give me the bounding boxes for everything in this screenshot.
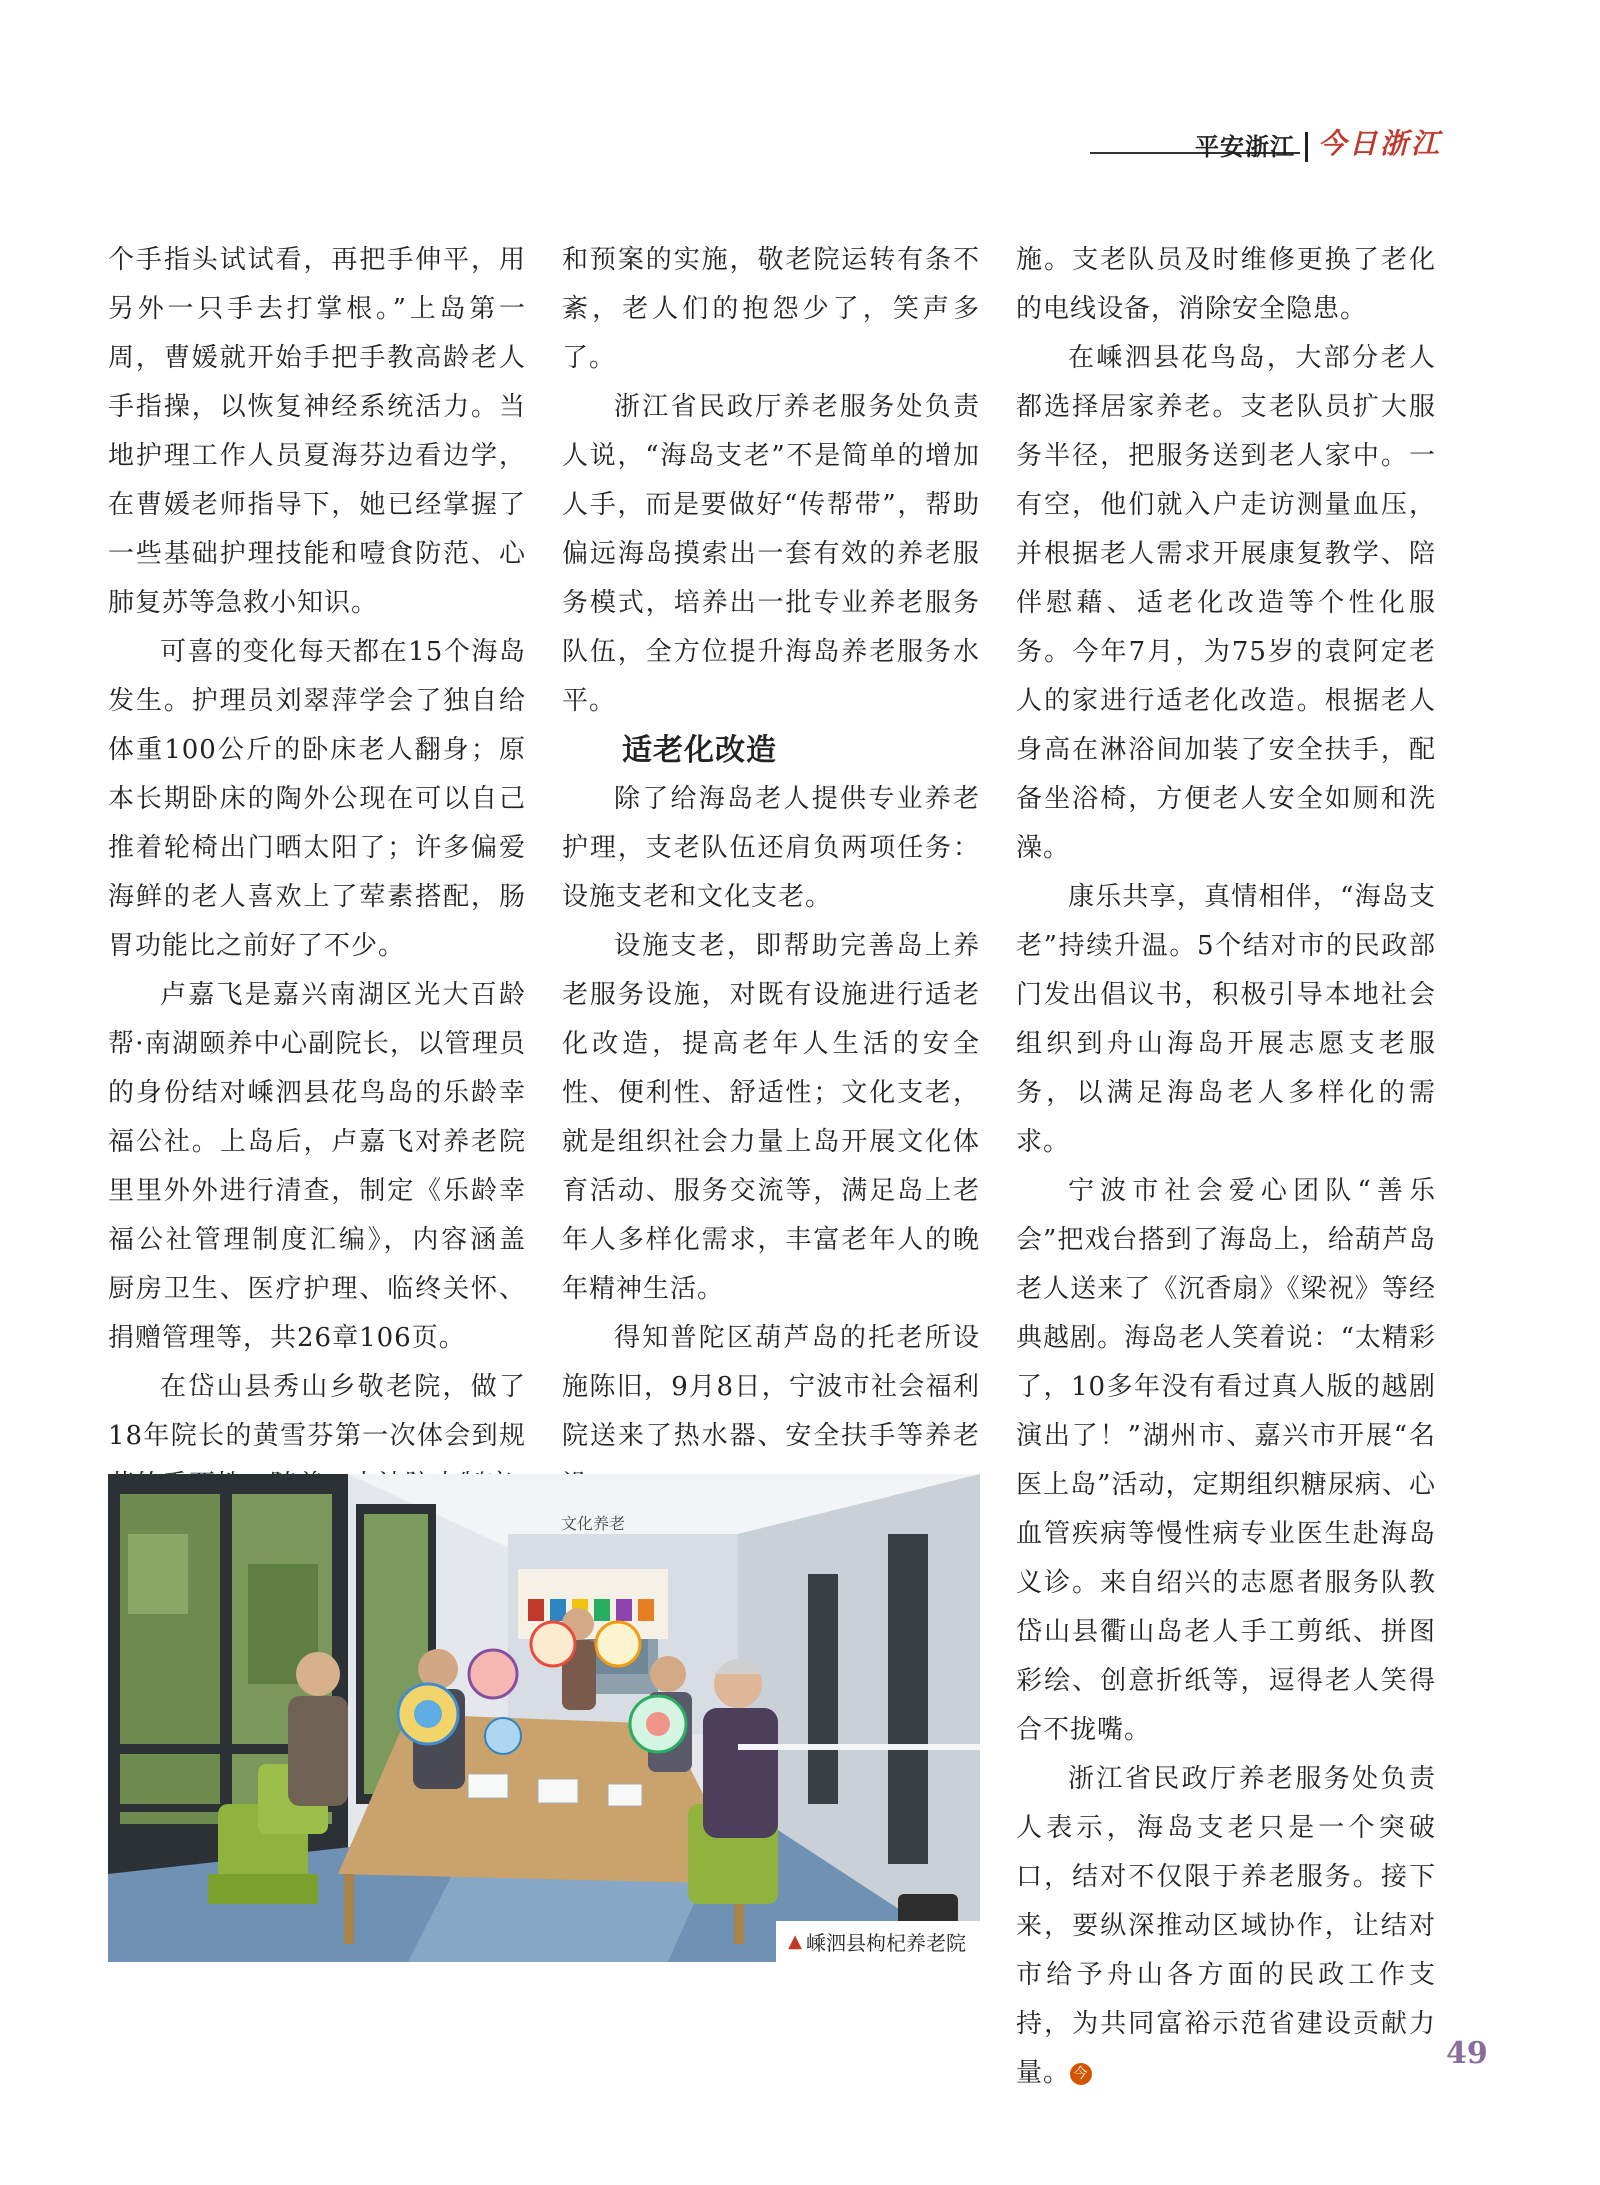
paragraph: 得知普陀区葫芦岛的托老所设施陈旧，9月8日，宁波市社会福利院送来了热水器、安全扶手等养老 xyxy=(562,1323,980,1451)
header-divider xyxy=(1305,132,1308,162)
paragraph: 在嵊泗县花鸟岛，大部分老人都选择居家养老。支老队员扩大服务半径，把服务送到老人家中。一有空，他们就入户走访测量血压，并根据老人需求开展康复教学、陪伴慰藉、适老化改造等个性化服务。今年7月，为75岁的袁阿定老人的家进行适老化改造。根据老人身高在淋浴间加装了安全扶手，配备坐浴椅，方便老人安全如厕和洗澡。 xyxy=(1016,343,1436,863)
photo-illustration xyxy=(108,1474,980,1962)
photo-caption xyxy=(776,1921,980,1962)
text-column-3 xyxy=(1016,236,1436,2098)
paragraph xyxy=(1016,1755,1436,2098)
paragraph: 宁波市社会爱心团队“善乐会”把戏台搭到了海岛上，给葫芦岛老人送来了《沉香扇》《梁祝》等经典越剧。海岛老人笑着说：“太精彩了，10多年没有看过真人版的越剧演出了！”湖州市、嘉兴市开展“名医上岛”活动，定期组织糖尿病、心血管疾病等慢性病专业医生赴海岛义诊。来自绍兴的志愿者服务队教岱山县衢山岛老人手工剪纸、拼图彩绘、创意折纸等，逗得老人笑得合不拢嘴。 xyxy=(1016,1176,1436,1745)
section-name: 平安浙江 xyxy=(1194,133,1295,161)
text-column-1 xyxy=(108,236,526,1510)
section-subheading: 适老化改造 xyxy=(622,733,777,768)
paragraph: 施。支老队员及时维修更换了老化的电线设备，消除安全隐患。 xyxy=(1016,245,1436,324)
paragraph: 康乐共享，真情相伴，“海岛支老”持续升温。5个结对市的民政部门发出倡议书，积极引导本地社会组织到舟山海岛开展志愿支老服务，以满足海岛老人多样化的需求。 xyxy=(1016,882,1436,1157)
paragraph: 设施支老，即帮助完善岛上养老服务设施，对既有设施进行适老化改造，提高老年人生活的安全性、便利性、舒适性；文化支老，就是组织社会力量上岛开展文化体育活动、服务交流等，满足岛上老年人多样化需求，丰富老年人的晚年精神生活。 xyxy=(562,931,980,1304)
caption-text: 嵊泗县枸杞养老院 xyxy=(806,1931,966,1955)
paragraph: 在岱山县秀山乡敬老院，做了18年院长的黄雪芬第一次体会到规 xyxy=(108,1372,526,1451)
paragraph: 可喜的变化每天都在15个海岛发生。护理员刘翠萍学会了独自给体重100公斤的卧床老人翻身；原本长期卧床的陶外公现在可以自己推着轮椅出门晒太阳了；许多偏爱海鲜的老人喜欢上了荤素搭配，肠胃功能比之前好了不少。 xyxy=(108,637,526,961)
wall-sign: 文化养老 xyxy=(560,1516,626,1533)
page-number: 49 xyxy=(1446,2036,1488,2071)
triangle-marker-icon: ▲ xyxy=(788,1931,802,1952)
paragraph: 浙江省民政厅养老服务处负责人说，“海岛支老”不是简单的增加人手，而是要做好“传帮带”，帮助偏远海岛摸索出一套有效的养老服务模式，培养出一批专业养老服务队伍，全方位提升海岛养老服务水平。 xyxy=(562,392,980,716)
paragraph: 个手指头试试看，再把手伸平，用另外一只手去打掌根。”上岛第一周，曹媛就开始手把手教高龄老人手指操，以恢复神经系统活力。当地护理工作人员夏海芬边看边学，在曹媛老师指导下，她已经掌握了一些基础护理技能和噎食防范、心肺复苏等急救小知识。 xyxy=(108,245,526,618)
paragraph: 和预案的实施，敬老院运转有条不紊，老人们的抱怨少了，笑声多了。 xyxy=(562,245,980,373)
paragraph: 卢嘉飞是嘉兴南湖区光大百龄帮·南湖颐养中心副院长，以管理员的身份结对嵊泗县花鸟岛的乐龄幸福公社。上岛后，卢嘉飞对养老院里里外外进行清查，制定《乐龄幸福公社管理制度汇编》，内容涵盖厨房卫生、医疗护理、临终关怀、捐赠管理等，共26章106页。 xyxy=(108,980,526,1353)
paragraph: 除了给海岛老人提供专业养老护理，支老队伍还肩负两项任务：设施支老和文化支老。 xyxy=(562,784,980,912)
article-photo xyxy=(108,1474,980,1962)
text-column-2 xyxy=(562,236,980,1510)
paragraph-text: 浙江省民政厅养老服务处负责人表示，海岛支老只是一个突破口，结对不仅限于养老服务。接下来，要纵深推动区域协作，让结对市给予舟山各方面的民政工作支持，为共同富裕示范省建设贡献力量。 xyxy=(1016,1764,1436,2088)
magazine-logo: 今日浙江 xyxy=(1317,127,1442,160)
end-of-article-icon: 今 xyxy=(1070,2063,1092,2085)
running-header xyxy=(1195,122,1442,162)
